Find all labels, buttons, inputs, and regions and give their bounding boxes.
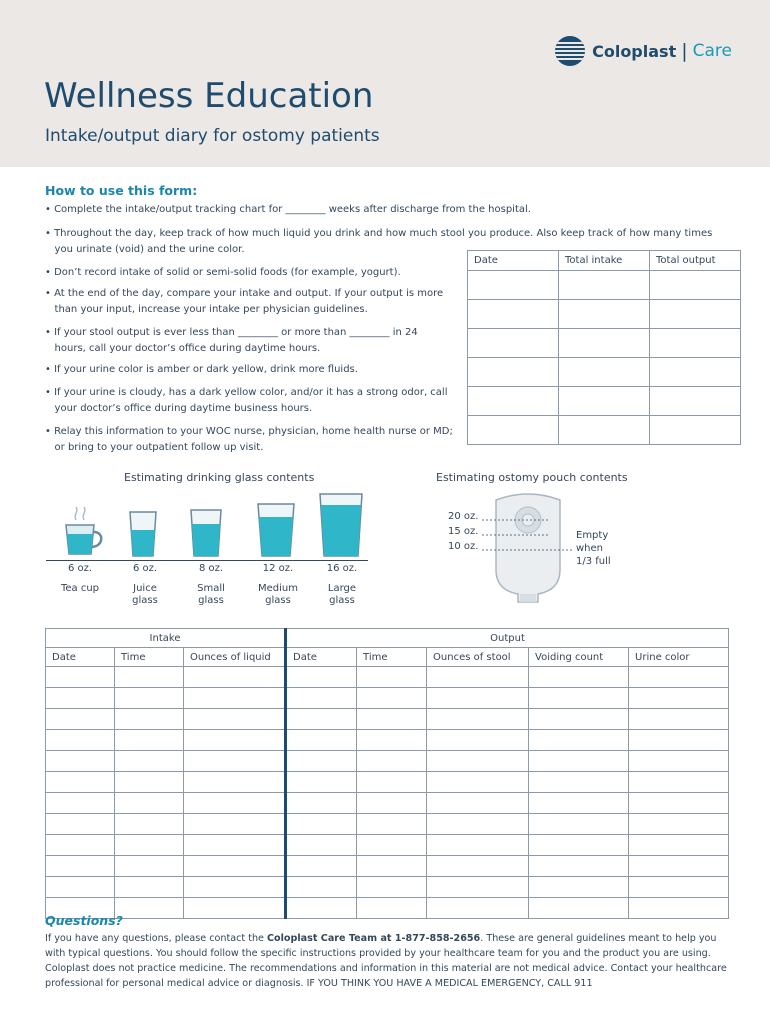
summary-cell[interactable]: [650, 358, 741, 387]
summary-cell[interactable]: [650, 387, 741, 416]
log-cell[interactable]: [357, 772, 427, 793]
log-cell[interactable]: [46, 709, 115, 730]
output-header-time: Time: [357, 648, 427, 667]
summary-cell[interactable]: [559, 416, 650, 445]
log-cell[interactable]: [629, 898, 729, 919]
instruction-bullet: [45, 202, 531, 218]
pouch-note-line: when: [576, 543, 604, 554]
log-cell[interactable]: [357, 793, 427, 814]
log-cell[interactable]: [629, 667, 729, 688]
questions-phone: Coloplast Care Team at 1-877-858-2656: [267, 933, 481, 944]
log-cell[interactable]: [184, 856, 286, 877]
log-row: [46, 814, 729, 835]
log-cell[interactable]: [427, 793, 529, 814]
log-cell[interactable]: [427, 835, 529, 856]
summary-cell[interactable]: [559, 358, 650, 387]
small-glass-icon: [191, 510, 221, 556]
log-cell[interactable]: [184, 835, 286, 856]
log-row: [46, 793, 729, 814]
log-cell[interactable]: [427, 814, 529, 835]
summary-cell[interactable]: [468, 387, 559, 416]
output-header-date: Date: [286, 648, 357, 667]
coloplast-care-logo: [555, 36, 732, 66]
instruction-line: • Throughout the day, keep track of how much liquid you drink and how much stool you produce. Also keep track of how many times: [45, 228, 713, 239]
log-cell[interactable]: [184, 793, 286, 814]
glass-name: Medium: [258, 583, 298, 594]
juice-glass-icon: [130, 512, 156, 556]
log-cell[interactable]: [184, 751, 286, 772]
log-cell[interactable]: [529, 898, 629, 919]
log-row: [46, 667, 729, 688]
page-header: [0, 0, 770, 167]
pouch-note-line: Empty: [576, 530, 609, 541]
log-cell[interactable]: [629, 877, 729, 898]
log-row: [46, 751, 729, 772]
log-cell[interactable]: [184, 877, 286, 898]
log-cell[interactable]: [357, 709, 427, 730]
instruction-line: • If your urine is cloudy, has a dark yellow color, and/or it has a strong odor, call: [45, 387, 448, 398]
log-cell[interactable]: [286, 730, 357, 751]
glass-name: Tea cup: [60, 583, 100, 594]
log-row: [46, 772, 729, 793]
daily-summary-table: [467, 250, 741, 445]
glass-amount: 8 oz.: [198, 563, 224, 574]
log-cell[interactable]: [529, 772, 629, 793]
log-cell[interactable]: [427, 667, 529, 688]
summary-cell[interactable]: [468, 271, 559, 300]
log-row: [46, 709, 729, 730]
instruction-bullet: [45, 265, 401, 281]
log-cell[interactable]: [286, 877, 357, 898]
summary-row: [468, 329, 741, 358]
page-subtitle: Intake/output diary for ostomy patients: [45, 126, 380, 146]
log-cell[interactable]: [427, 688, 529, 709]
coloplast-logo-icon: [555, 36, 585, 66]
glass-name: glass: [198, 595, 224, 606]
log-cell[interactable]: [286, 709, 357, 730]
output-header-stool: Ounces of stool: [427, 648, 529, 667]
summary-cell[interactable]: [559, 387, 650, 416]
instruction-bullet: [45, 362, 358, 378]
brand-name: Coloplast: [592, 41, 677, 61]
tea-cup-icon: [66, 507, 101, 554]
instruction-line: your doctor’s office during daytime business hours.: [45, 403, 313, 414]
glass-amount: 6 oz.: [67, 563, 93, 574]
log-cell[interactable]: [286, 688, 357, 709]
drinking-glasses-illustration: [40, 490, 380, 560]
log-row: [46, 877, 729, 898]
log-cell[interactable]: [46, 667, 115, 688]
log-cell[interactable]: [184, 898, 286, 919]
instruction-line: or bring to your outpatient follow up visit.: [45, 442, 264, 453]
log-cell[interactable]: [115, 898, 184, 919]
log-cell[interactable]: [529, 835, 629, 856]
instruction-line: • If your urine color is amber or dark yellow, drink more fluids.: [45, 364, 358, 375]
howto-heading: How to use this form:: [45, 183, 198, 198]
log-row: [46, 688, 729, 709]
summary-cell[interactable]: [650, 300, 741, 329]
instruction-line: you urinate (void) and the urine color.: [45, 244, 245, 255]
summary-row: [468, 358, 741, 387]
instruction-line: • Don’t record intake of solid or semi-solid foods (for example, yogurt).: [45, 267, 401, 278]
ostomy-pouch-illustration: [476, 490, 586, 610]
log-cell[interactable]: [286, 793, 357, 814]
summary-row: [468, 300, 741, 329]
glass-amount: 16 oz.: [326, 563, 358, 574]
log-cell[interactable]: [115, 709, 184, 730]
log-cell[interactable]: [629, 688, 729, 709]
questions-text-pre: If you have any questions, please contact the: [45, 933, 267, 944]
glass-amount: 6 oz.: [132, 563, 158, 574]
log-cell[interactable]: [357, 835, 427, 856]
instruction-line: • If your stool output is ever less than ________ or more than ________ in 24: [45, 327, 418, 338]
log-cell[interactable]: [46, 856, 115, 877]
log-cell[interactable]: [427, 772, 529, 793]
brand-suffix: Care: [692, 41, 732, 61]
log-cell[interactable]: [629, 835, 729, 856]
summary-cell[interactable]: [559, 271, 650, 300]
log-cell[interactable]: [46, 772, 115, 793]
instruction-line: than your input, increase your intake per physician guidelines.: [45, 304, 368, 315]
summary-header-intake: Total intake: [559, 251, 650, 271]
log-cell[interactable]: [529, 667, 629, 688]
log-cell[interactable]: [46, 814, 115, 835]
log-cell[interactable]: [629, 793, 729, 814]
pouch-heading: Estimating ostomy pouch contents: [436, 471, 628, 484]
log-row: [46, 835, 729, 856]
log-cell[interactable]: [357, 856, 427, 877]
log-cell[interactable]: [357, 730, 427, 751]
log-cell[interactable]: [115, 856, 184, 877]
instruction-line: hours, call your doctor’s office during daytime hours.: [45, 343, 321, 354]
summary-header-output: Total output: [650, 251, 741, 271]
instruction-line: • At the end of the day, compare your intake and output. If your output is more: [45, 288, 444, 299]
log-cell[interactable]: [629, 751, 729, 772]
instruction-line: • Relay this information to your WOC nurse, physician, home health nurse or MD;: [45, 426, 453, 437]
log-cell[interactable]: [286, 772, 357, 793]
log-cell[interactable]: [184, 772, 286, 793]
output-header-urine-color: Urine color: [629, 648, 729, 667]
summary-cell[interactable]: [468, 416, 559, 445]
log-cell[interactable]: [286, 667, 357, 688]
intake-header-date: Date: [46, 648, 115, 667]
log-cell[interactable]: [357, 667, 427, 688]
log-cell[interactable]: [529, 856, 629, 877]
pouch-empty-note: [576, 529, 611, 568]
summary-cell[interactable]: [650, 271, 741, 300]
ostomy-pouch-icon: [496, 494, 560, 602]
glass-name: Small: [197, 583, 225, 594]
log-cell[interactable]: [286, 835, 357, 856]
glass-name: Juice: [133, 583, 157, 594]
pouch-level-10: 10 oz.: [448, 541, 479, 552]
summary-row: [468, 416, 741, 445]
log-cell[interactable]: [115, 835, 184, 856]
log-row: [46, 898, 729, 919]
summary-cell[interactable]: [650, 329, 741, 358]
log-cell[interactable]: [357, 751, 427, 772]
glass-divider: [46, 560, 368, 561]
summary-cell[interactable]: [468, 329, 559, 358]
log-cell[interactable]: [629, 772, 729, 793]
brand-separator: |: [681, 40, 688, 62]
log-cell[interactable]: [357, 877, 427, 898]
questions-body: [45, 931, 735, 991]
log-cell[interactable]: [427, 751, 529, 772]
pouch-note-line: 1/3 full: [576, 556, 611, 567]
summary-header-date: Date: [468, 251, 559, 271]
log-cell[interactable]: [115, 730, 184, 751]
log-cell[interactable]: [286, 898, 357, 919]
log-cell[interactable]: [184, 709, 286, 730]
summary-cell[interactable]: [559, 300, 650, 329]
log-cell[interactable]: [529, 793, 629, 814]
glass-name: glass: [265, 595, 291, 606]
log-cell[interactable]: [115, 877, 184, 898]
log-cell[interactable]: [115, 667, 184, 688]
summary-row: [468, 271, 741, 300]
log-row: [46, 856, 729, 877]
log-cell[interactable]: [286, 814, 357, 835]
log-cell[interactable]: [427, 877, 529, 898]
log-cell[interactable]: [184, 688, 286, 709]
log-cell[interactable]: [357, 898, 427, 919]
intake-header-ounces: Ounces of liquid: [184, 648, 286, 667]
medium-glass-icon: [258, 504, 294, 556]
questions-heading: Questions?: [45, 913, 123, 928]
log-cell[interactable]: [46, 751, 115, 772]
glass-name: glass: [329, 595, 355, 606]
log-cell[interactable]: [46, 730, 115, 751]
log-cell[interactable]: [629, 814, 729, 835]
intake-output-log-table: [45, 628, 729, 919]
log-cell[interactable]: [46, 835, 115, 856]
log-cell[interactable]: [115, 688, 184, 709]
log-cell[interactable]: [46, 877, 115, 898]
output-header-voiding: Voiding count: [529, 648, 629, 667]
instruction-bullet: [45, 325, 418, 357]
output-group-header: Output: [286, 629, 729, 648]
log-cell[interactable]: [115, 793, 184, 814]
summary-cell[interactable]: [650, 416, 741, 445]
log-cell[interactable]: [529, 688, 629, 709]
log-cell[interactable]: [357, 814, 427, 835]
glass-name: glass: [132, 595, 158, 606]
log-cell[interactable]: [529, 709, 629, 730]
log-cell[interactable]: [427, 856, 529, 877]
log-cell[interactable]: [115, 772, 184, 793]
log-cell[interactable]: [427, 730, 529, 751]
glass-amount: 12 oz.: [262, 563, 294, 574]
large-glass-icon: [320, 494, 362, 556]
log-cell[interactable]: [529, 814, 629, 835]
log-cell[interactable]: [629, 709, 729, 730]
log-cell[interactable]: [46, 793, 115, 814]
log-cell[interactable]: [286, 751, 357, 772]
log-cell[interactable]: [427, 898, 529, 919]
intake-header-time: Time: [115, 648, 184, 667]
page-title: Wellness Education: [44, 76, 374, 116]
summary-cell[interactable]: [559, 329, 650, 358]
log-cell[interactable]: [529, 730, 629, 751]
pouch-level-15: 15 oz.: [448, 526, 479, 537]
log-cell[interactable]: [115, 751, 184, 772]
log-row: [46, 730, 729, 751]
instruction-bullet: [45, 286, 443, 318]
instruction-bullet: [45, 385, 447, 417]
instruction-bullet: [45, 424, 453, 456]
log-cell[interactable]: [46, 688, 115, 709]
log-cell[interactable]: [357, 688, 427, 709]
log-cell[interactable]: [629, 856, 729, 877]
summary-row: [468, 387, 741, 416]
instruction-line: • Complete the intake/output tracking chart for ________ weeks after discharge from the hospital.: [45, 204, 531, 215]
log-cell[interactable]: [529, 877, 629, 898]
glass-name: Large: [327, 583, 357, 594]
glasses-heading: Estimating drinking glass contents: [124, 471, 315, 484]
log-cell[interactable]: [529, 751, 629, 772]
log-cell[interactable]: [629, 730, 729, 751]
log-cell[interactable]: [286, 856, 357, 877]
intake-group-header: Intake: [46, 629, 286, 648]
log-cell[interactable]: [184, 814, 286, 835]
summary-cell[interactable]: [468, 300, 559, 329]
pouch-level-20: 20 oz.: [448, 511, 479, 522]
log-cell[interactable]: [427, 709, 529, 730]
log-cell[interactable]: [184, 667, 286, 688]
log-cell[interactable]: [115, 814, 184, 835]
questions-text-post: . These are general guidelines meant to help you with typical questions. You should follow the specific instructions provided by your healthcare team for you and the product you are using. Coloplast does not practice medicine. The recommendations and information in this material are not medical advice. Contact your healthcare professional for personal medical advice or diagnosis. IF YOU THINK YOU HAVE A MEDICAL EMERGENCY, CALL 911: [45, 933, 727, 989]
summary-cell[interactable]: [468, 358, 559, 387]
log-cell[interactable]: [184, 730, 286, 751]
